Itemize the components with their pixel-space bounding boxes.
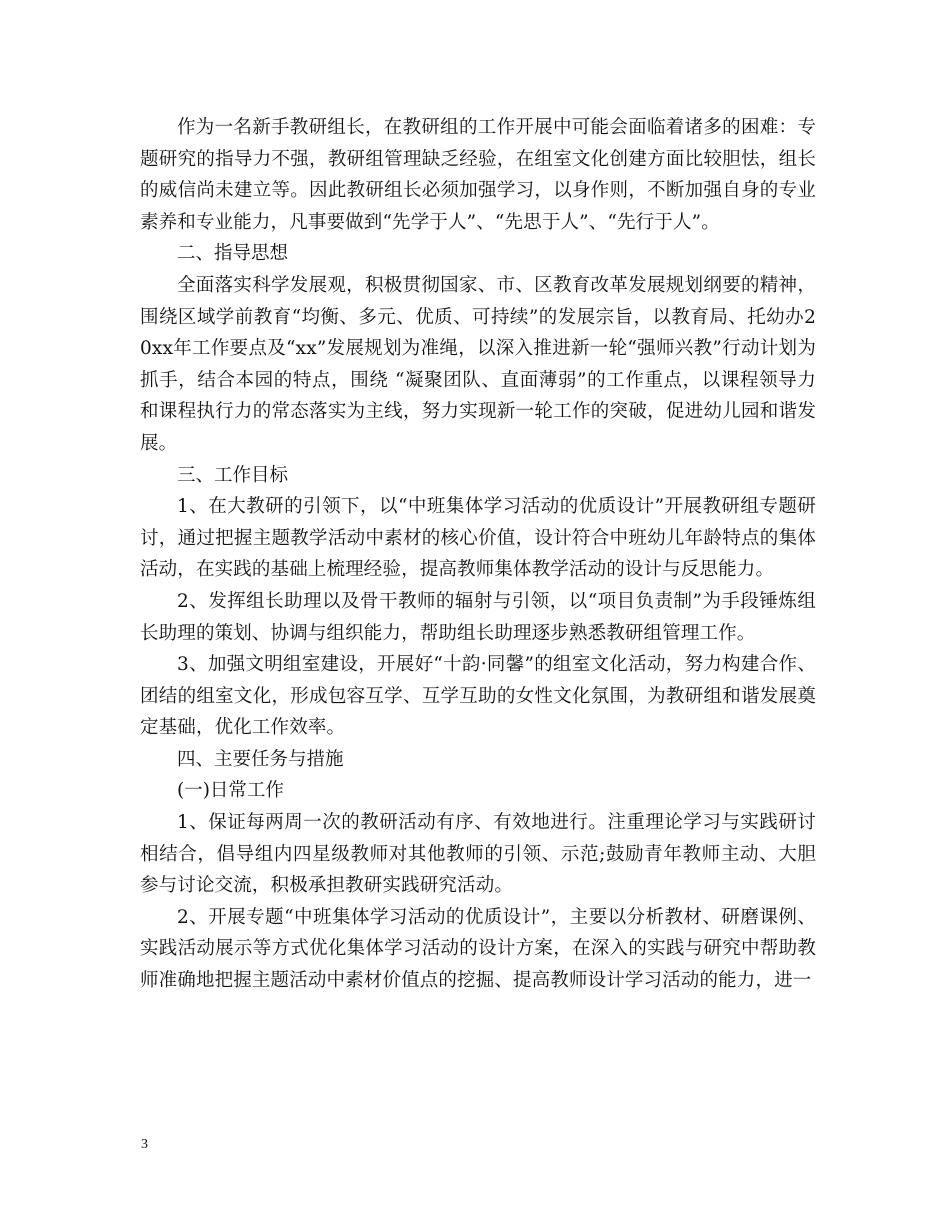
document-body [140,112,816,997]
section-heading-work-goals: 三、工作目标 [177,464,289,486]
paragraph-task-2: 2、开展专题“中班集体学习活动的优质设计”，主要以分析教材、研磨课例、实践活动展示等方式优化集体学习活动的设计方案，在深入的实践与研究中帮助教师准确地把握主题活动中素材价值点的挖掘、提高教师设计学习活动的能力，进一 [140,906,816,992]
paragraph-guiding-ideology: 全面落实科学发展观，积极贯彻国家、市、区教育改革发展规划纲要的精神，围绕区域学前教育“均衡、多元、优质、可持续”的发展宗旨，以教育局、托幼办20xx年工作要点及“xx”发展规划为准绳，以深入推进新一轮“强师兴教”行动计划为抓手，结合本园的特点，围绕 “凝聚团队、直面薄弱”的工作重点，以课程领导力和课程执行力的常态落实为主线，努力实现新一轮工作的突破，促进幼儿园和谐发展。 [140,274,816,454]
subsection-heading-daily-work: (一)日常工作 [177,780,284,802]
paragraph-goal-2: 2、发挥组长助理以及骨干教师的辐射与引领，以“项目负责制”为手段锤炼组长助理的策划、协调与组织能力，帮助组长助理逐步熟悉教研组管理工作。 [140,590,816,644]
section-heading-guiding-ideology: 二、指导思想 [177,243,289,265]
paragraph-goal-3: 3、加强文明组室建设，开展好“十韵·同馨”的组室文化活动，努力构建合作、团结的组室文化，形成包容互学、互学互助的女性文化氛围，为教研组和谐发展奠定基础，优化工作效率。 [140,654,816,739]
paragraph-goal-1: 1、在大教研的引领下，以“中班集体学习活动的优质设计”开展教研组专题研讨，通过把握主题教学活动中素材的核心价值，设计符合中班幼儿年龄特点的集体活动，在实践的基础上梳理经验，提高教师集体教学活动的设计与反思能力。 [140,496,816,581]
page-number: 3 [141,1137,148,1152]
section-heading-main-tasks: 四、主要任务与措施 [177,748,344,770]
paragraph-intro: 作为一名新手教研组长，在教研组的工作开展中可能会面临着诸多的困难：专题研究的指导力不强，教研组管理缺乏经验，在组室文化创建方面比较胆怯，组长的威信尚未建立等。因此教研组长必须加强学习，以身作则，不断加强自身的专业素养和专业能力，凡事要做到“先学于人”、“先思于人”、“先行于人”。 [140,117,816,233]
paragraph-task-1: 1、保证每两周一次的教研活动有序、有效地进行。注重理论学习与实践研讨相结合，倡导组内四星级教师对其他教师的引领、示范;鼓励青年教师主动、大胆参与讨论交流，积极承担教研实践研究活动。 [140,812,816,897]
